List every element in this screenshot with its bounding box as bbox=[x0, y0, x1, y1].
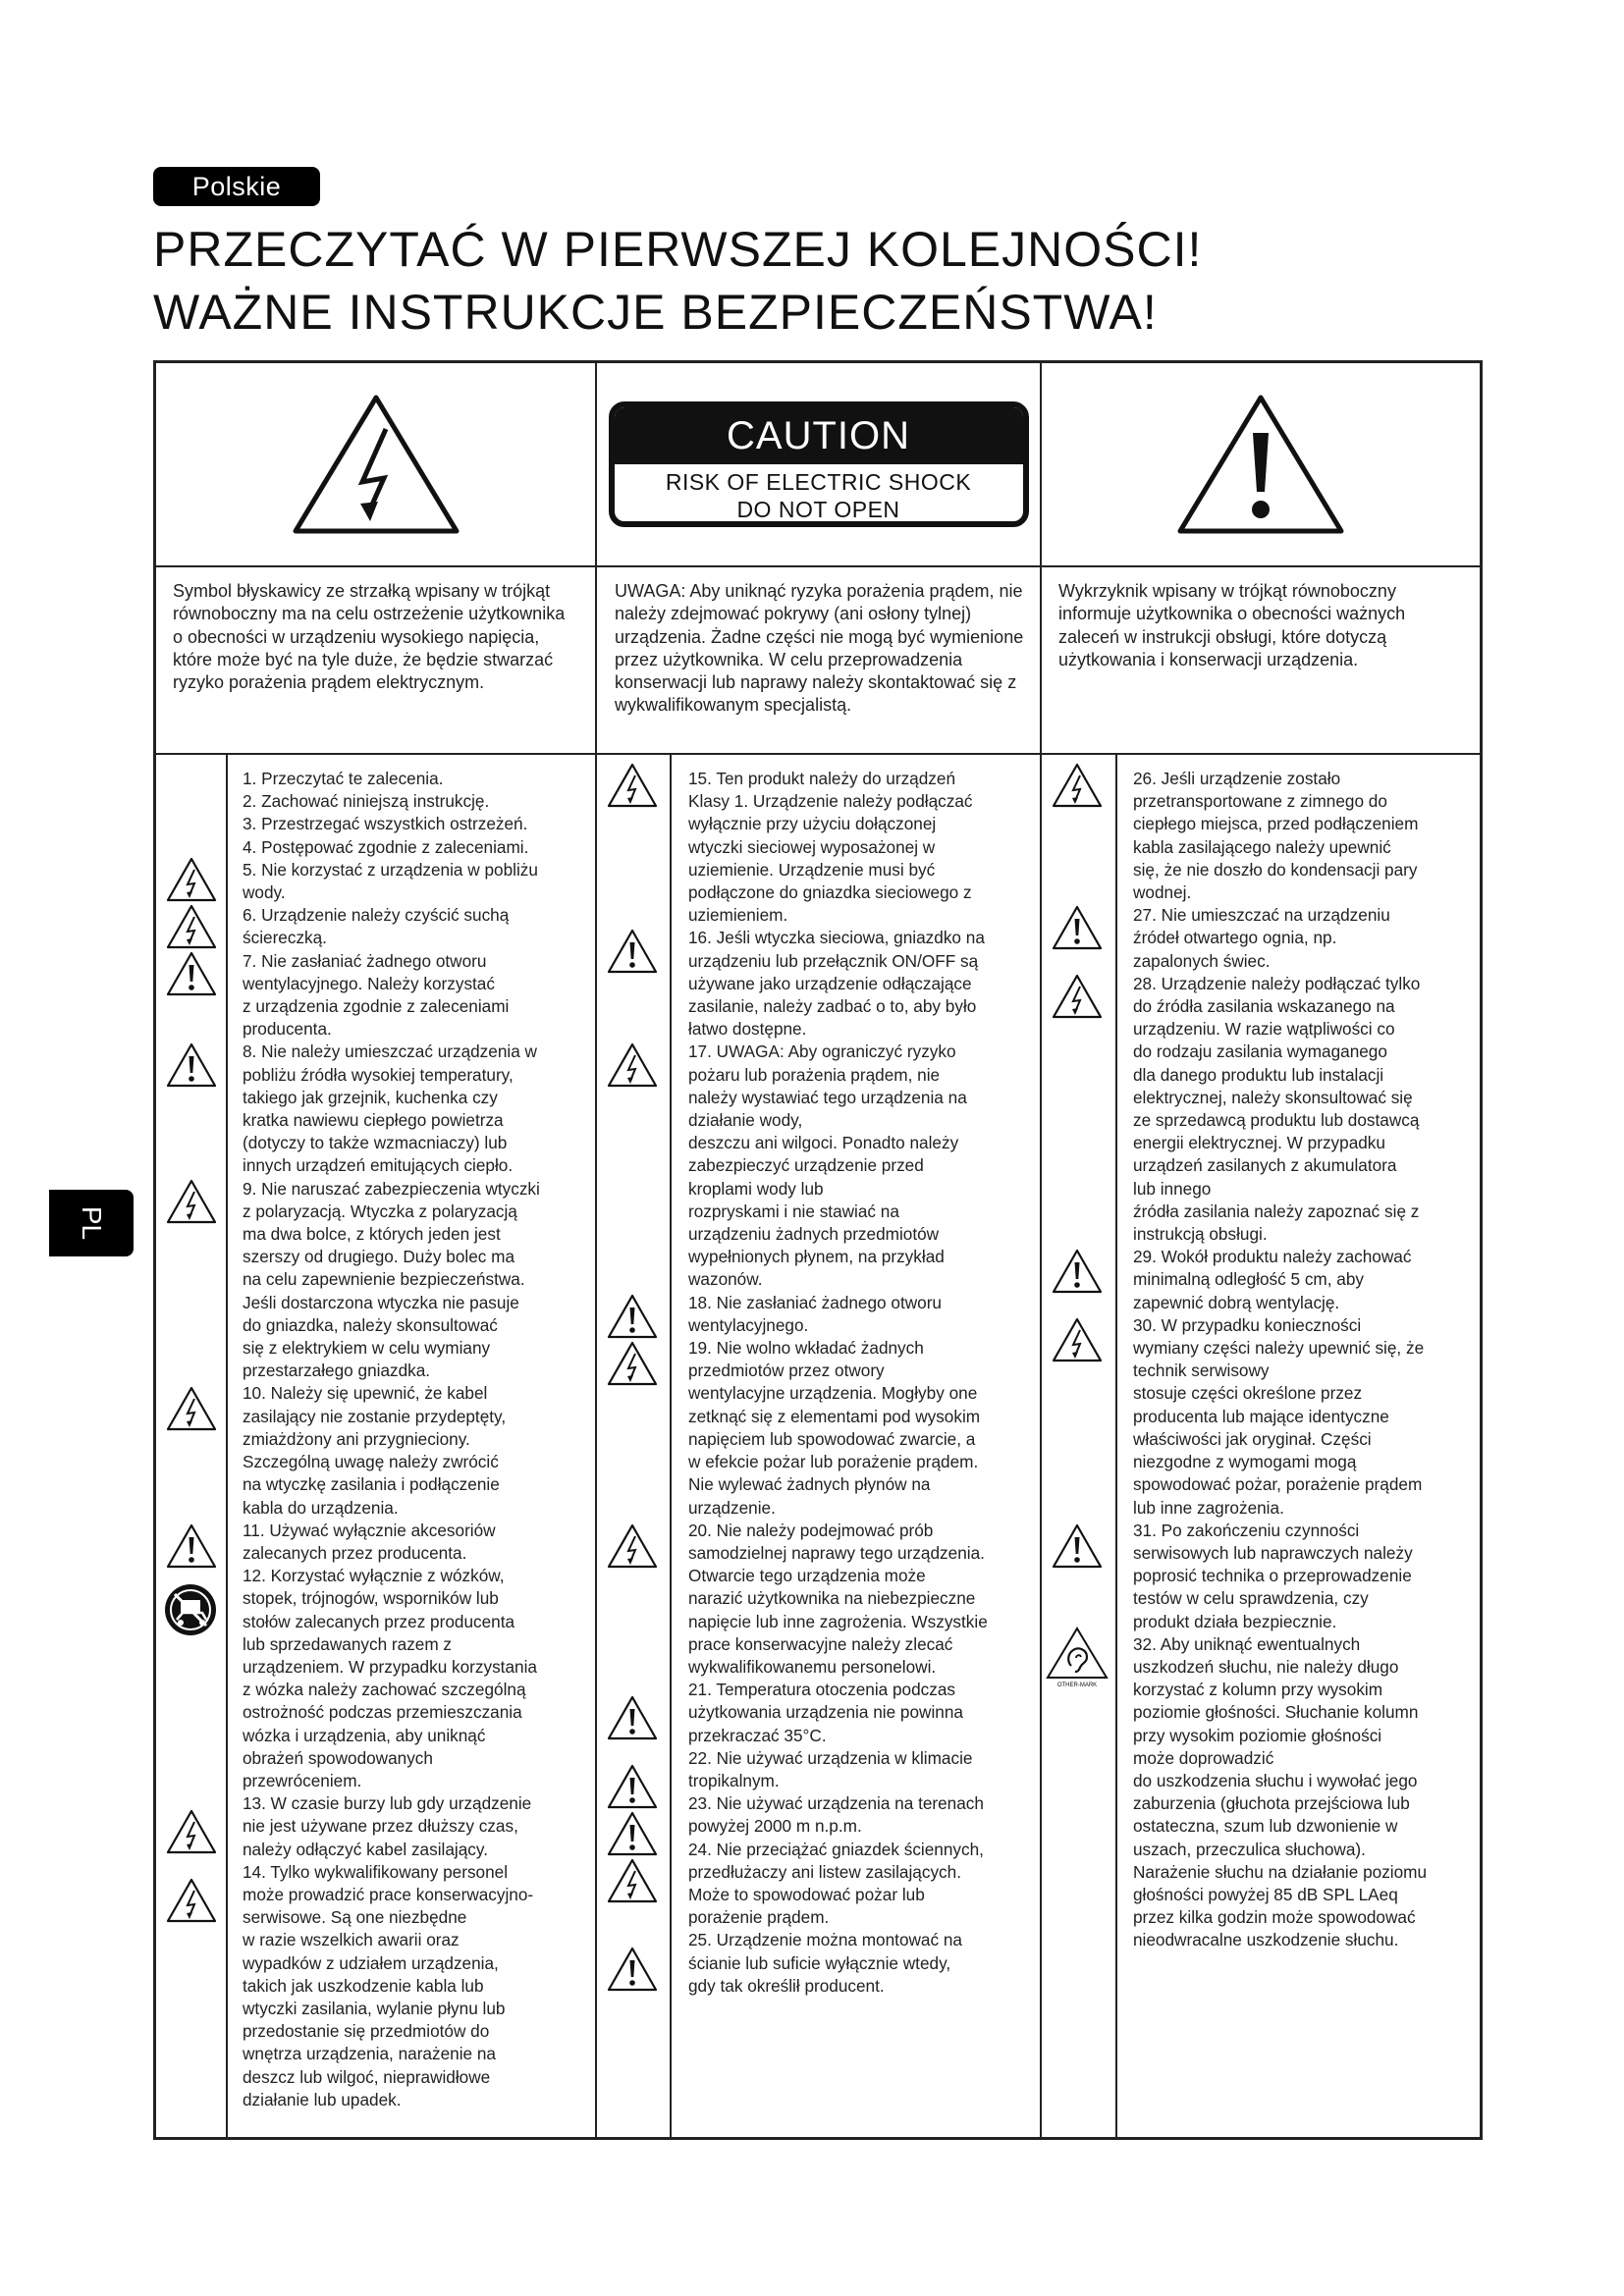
instruction-line: powyżej 2000 m n.p.m. bbox=[688, 1816, 862, 1837]
instruction-line: uziemieniem. bbox=[688, 905, 788, 926]
instruction-line: lub sprzedawanych razem z bbox=[243, 1633, 453, 1654]
exclamation-warning-icon bbox=[607, 1811, 658, 1856]
instruction-line: wózka i urządzenia, aby uniknąć bbox=[243, 1725, 486, 1745]
lightning-warning-icon bbox=[166, 1386, 217, 1431]
instruction-line: do gniazdka, należy skonsultować bbox=[243, 1314, 498, 1335]
instruction-line: szerszy od drugiego. Duży bolec ma bbox=[243, 1247, 515, 1267]
exclamation-warning-icon bbox=[1052, 1523, 1103, 1569]
instruction-line: kabla zasilającego należy upewnić bbox=[1133, 836, 1391, 857]
instruction-line: 6. Urządzenie należy czyścić suchą bbox=[243, 905, 510, 926]
divider bbox=[153, 565, 1483, 567]
instruction-line: serwisowe. Są one niezbędne bbox=[243, 1907, 467, 1928]
instruction-line: 13. W czasie burzy lub gdy urządzenie bbox=[243, 1793, 532, 1814]
instruction-line: na celu zapewnienie bezpieczeństwa. bbox=[243, 1269, 525, 1290]
instruction-line: spowodować pożar, porażenie prądem bbox=[1133, 1474, 1423, 1495]
instruction-line: w efekcie pożar lub porażenie prądem. bbox=[688, 1452, 979, 1472]
instruction-line: obrażeń spowodowanych bbox=[243, 1747, 433, 1768]
lightning-warning-icon bbox=[166, 1179, 217, 1224]
instruction-line: 9. Nie naruszać zabezpieczenia wtyczki bbox=[243, 1178, 540, 1199]
exclamation-warning-icon bbox=[607, 1695, 658, 1740]
instruction-line: (dotyczy to także wzmacniaczy) lub bbox=[243, 1133, 508, 1153]
lightning-warning-icon bbox=[166, 857, 217, 902]
instruction-line: wentylacyjnego. Należy korzystać bbox=[243, 973, 495, 993]
instruction-line: deszcz lub wilgoć, nieprawidłowe bbox=[243, 2066, 491, 2087]
lightning-warning-icon bbox=[607, 1341, 658, 1386]
instruction-line: używane jako urządzenie odłączające bbox=[688, 973, 972, 993]
instruction-line: pobliżu źródła wysokiej temperatury, bbox=[243, 1064, 514, 1085]
instruction-line: może prowadzić prace konserwacyjno- bbox=[243, 1884, 534, 1904]
caution-sign-text bbox=[615, 464, 1023, 523]
instruction-line: 20. Nie należy podejmować prób bbox=[688, 1520, 934, 1540]
instruction-line: takiego jak grzejnik, kuchenka czy bbox=[243, 1087, 498, 1107]
instruction-line: 14. Tylko wykwalifikowany personel bbox=[243, 1861, 509, 1882]
instruction-line: ostateczna, szum lub dzwonienie w bbox=[1133, 1816, 1398, 1837]
instruction-line: 31. Po zakończeniu czynności bbox=[1133, 1520, 1360, 1540]
instruction-line: poziomie głośności. Słuchanie kolumn bbox=[1133, 1702, 1419, 1723]
instruction-line: źródeł otwartego ognia, np. bbox=[1133, 928, 1337, 948]
instruction-line: 16. Jeśli wtyczka sieciowa, gniazdko na bbox=[688, 928, 985, 948]
instruction-line: wypadków z udziałem urządzenia, bbox=[243, 1952, 499, 1973]
instruction-line: 11. Używać wyłącznie akcesoriów bbox=[243, 1520, 496, 1540]
instruction-line: należy wystawiać tego urządzenia na bbox=[688, 1087, 967, 1107]
instruction-line: ciepłego miejsca, przed podłączeniem bbox=[1133, 814, 1419, 834]
instruction-line: na wtyczkę zasilania i podłączenie bbox=[243, 1474, 500, 1495]
lightning-warning-icon bbox=[1052, 763, 1103, 808]
instruction-line: produkt działa bezpiecznie. bbox=[1133, 1611, 1337, 1631]
instruction-line: urządzeniem. W przypadku korzystania bbox=[243, 1656, 537, 1677]
instruction-line: wypełnionych płynem, na przykład bbox=[688, 1247, 945, 1267]
instruction-line: 30. W przypadku konieczności bbox=[1133, 1314, 1362, 1335]
instruction-line: stopek, trójnogów, wsporników lub bbox=[243, 1588, 499, 1609]
side-tab-label: PL bbox=[77, 1205, 107, 1241]
instruction-line: przekraczać 35°C. bbox=[688, 1725, 827, 1745]
instruction-line: 29. Wokół produktu należy zachować bbox=[1133, 1247, 1412, 1267]
instruction-line: instrukcją obsługi. bbox=[1133, 1224, 1268, 1245]
instruction-line: należy odłączyć kabel zasilający. bbox=[243, 1839, 488, 1859]
caution-sign bbox=[609, 401, 1029, 527]
lightning-warning-icon bbox=[607, 1858, 658, 1903]
instruction-line: napięciem lub spowodować zwarcie, a bbox=[688, 1428, 976, 1449]
instruction-line: 4. Postępować zgodnie z zaleceniami. bbox=[243, 836, 529, 857]
language-side-tab bbox=[49, 1190, 134, 1256]
instruction-line: przez kilka godzin może spowodować bbox=[1133, 1907, 1416, 1928]
instruction-line: 23. Nie używać urządzenia na terenach bbox=[688, 1793, 984, 1814]
instruction-line: przedłużaczy ani listew zasilających. bbox=[688, 1861, 961, 1882]
instruction-line: z wózka należy zachować szczególną bbox=[243, 1680, 526, 1700]
instruction-line: 27. Nie umieszczać na urządzeniu bbox=[1133, 905, 1390, 926]
instruction-line: takich jak uszkodzenie kabla lub bbox=[243, 1975, 484, 1996]
instructions-column-2 bbox=[688, 768, 1034, 1998]
instruction-line: 5. Nie korzystać z urządzenia w pobliżu bbox=[243, 859, 538, 880]
hearing-icon-label: OTHER-MARK bbox=[1056, 1682, 1098, 1688]
lightning-warning-icon bbox=[290, 392, 462, 537]
instructions-column-1 bbox=[243, 768, 588, 2111]
instruction-line: 17. UWAGA: Aby ograniczyć ryzyko bbox=[688, 1041, 956, 1062]
instruction-line: ostrożność podczas przemieszczania bbox=[243, 1702, 522, 1723]
lightning-warning-icon bbox=[607, 1042, 658, 1088]
instruction-line: Szczególną uwagę należy zwrócić bbox=[243, 1452, 499, 1472]
lightning-symbol-cell bbox=[156, 363, 595, 565]
cart-warning-icon bbox=[163, 1582, 218, 1637]
instruction-line: 28. Urządzenie należy podłączać tylko bbox=[1133, 973, 1421, 993]
instruction-line: przedostanie się przedmiotów do bbox=[243, 2021, 490, 2042]
instruction-line: 7. Nie zasłaniać żadnego otworu bbox=[243, 950, 487, 971]
instruction-line: deszczu ani wilgoci. Ponadto należy bbox=[688, 1133, 959, 1153]
hearing-damage-icon bbox=[1044, 1625, 1110, 1689]
instruction-line: 22. Nie używać urządzenia w klimacie bbox=[688, 1747, 973, 1768]
instruction-line: rozpryskami i nie stawiać na bbox=[688, 1201, 899, 1221]
instruction-line: do źródła zasilania wskazanego na bbox=[1133, 996, 1395, 1017]
instruction-line: uziemienie. Urządzenie musi być bbox=[688, 859, 936, 880]
exclamation-warning-icon bbox=[1052, 905, 1103, 950]
exclamation-warning-icon bbox=[166, 1523, 217, 1569]
instruction-line: przedmiotów przez otwory bbox=[688, 1361, 885, 1381]
instruction-line: wodnej. bbox=[1133, 882, 1192, 903]
instruction-line: nieodwracalne uszkodzenie słuchu. bbox=[1133, 1930, 1399, 1950]
lightning-description: Symbol błyskawicy ze strzałką wpisany w trójkąt równoboczny ma na celu ostrzeżenie użytkownika o obecności w urządzeniu wysokiego napięcia, które może być na tyle duże, że będzie stwarzać ryzyko porażenia prądem elektrycznym. bbox=[173, 581, 566, 693]
instruction-line: energii elektrycznej. W przypadku bbox=[1133, 1133, 1385, 1153]
instruction-line: 19. Nie wolno wkładać żadnych bbox=[688, 1338, 924, 1359]
instruction-line: kroplami wody lub bbox=[688, 1178, 824, 1199]
instruction-line: korzystać z kolumn przy wysokim bbox=[1133, 1680, 1383, 1700]
instruction-line: wnętrza urządzenia, narażenie na bbox=[243, 2044, 496, 2064]
caution-heading: CAUTION bbox=[615, 407, 1023, 464]
instruction-line: przetransportowane z zimnego do bbox=[1133, 791, 1387, 812]
instruction-line: Narażenie słuchu na działanie poziomu bbox=[1133, 1861, 1428, 1882]
instruction-line: zalecanych przez producenta. bbox=[243, 1542, 467, 1563]
instruction-line: wyłącznie przy użyciu dołączonej bbox=[688, 814, 937, 834]
instruction-line: z urządzenia zgodnie z zaleceniami bbox=[243, 996, 510, 1017]
instruction-line: producenta. bbox=[243, 1019, 332, 1040]
instruction-line: Nie wylewać żadnych płynów na bbox=[688, 1474, 931, 1495]
instruction-line: ze sprzedawcą produktu lub dostawcą bbox=[1133, 1110, 1420, 1131]
instruction-line: podłączone do gniazdka sieciowego z bbox=[688, 882, 972, 903]
instruction-line: działanie wody, bbox=[688, 1110, 803, 1131]
instruction-line: wymiany części należy upewnić się, że bbox=[1133, 1338, 1425, 1359]
instruction-line: przewróceniem. bbox=[243, 1770, 362, 1790]
instruction-line: ma dwa bolce, z których jeden jest bbox=[243, 1224, 501, 1245]
instruction-line: prace konserwacyjne należy zlecać bbox=[688, 1633, 953, 1654]
divider bbox=[226, 753, 228, 2140]
instruction-line: zasilanie, należy zadbać o to, aby było bbox=[688, 996, 977, 1017]
exclamation-warning-icon bbox=[1052, 1249, 1103, 1294]
title-line-1: PRZECZYTAĆ W PIERWSZEJ KOLEJNOŚCI! bbox=[153, 222, 1203, 277]
instruction-line: Jeśli dostarczona wtyczka nie pasuje bbox=[243, 1292, 519, 1312]
instruction-line: elektrycznej, należy skonsultować się bbox=[1133, 1087, 1413, 1107]
instruction-line: wentylacyjnego. bbox=[688, 1314, 809, 1335]
caution-description: UWAGA: Aby uniknąć ryzyka porażenia prądem, nie należy zdejmować pokrywy (ani osłony tylnej) urządzenia. Żadne części nie mogą być wymienione przez użytkownika. W celu przeprowadzenia konserwacji lub naprawy należy skontaktować się z wykwalifikowanym specjalistą. bbox=[615, 581, 1024, 716]
instruction-line: producenta lub mające identyczne bbox=[1133, 1406, 1389, 1426]
instruction-line: uszkodzeń słuchu, nie należy długo bbox=[1133, 1656, 1399, 1677]
instruction-line: dla danego produktu lub instalacji bbox=[1133, 1064, 1384, 1085]
instruction-line: zasilający nie zostanie przydeptęty, bbox=[243, 1406, 507, 1426]
instruction-line: się, że nie doszło do kondensacji pary bbox=[1133, 859, 1418, 880]
caution-line-2: DO NOT OPEN bbox=[736, 497, 900, 522]
instruction-line: niezgodne z wymogami mogą bbox=[1133, 1452, 1357, 1472]
instruction-line: się z elektrykiem w celu wymiany bbox=[243, 1338, 491, 1359]
instruction-line: do rodzaju zasilania wymaganego bbox=[1133, 1041, 1387, 1062]
instruction-line: wazonów. bbox=[688, 1269, 763, 1290]
instruction-line: stołów zalecanych przez producenta bbox=[243, 1611, 515, 1631]
exclamation-warning-icon bbox=[166, 951, 217, 996]
instruction-line: 3. Przestrzegać wszystkich ostrzeżeń. bbox=[243, 814, 528, 834]
instruction-line: wentylacyjne urządzenia. Mogłyby one bbox=[688, 1383, 978, 1404]
instruction-line: gdy tak określił producent. bbox=[688, 1975, 885, 1996]
lightning-warning-icon bbox=[166, 1878, 217, 1923]
instruction-line: poprosić technika o przeprowadzenie bbox=[1133, 1566, 1412, 1586]
instruction-line: do uszkodzenia słuchu i wywołać jego bbox=[1133, 1770, 1418, 1790]
lightning-warning-icon bbox=[607, 763, 658, 808]
instruction-line: wody. bbox=[243, 882, 286, 903]
divider bbox=[1040, 753, 1042, 2140]
instruction-line: urządzenie. bbox=[688, 1497, 776, 1518]
caution-line-1: RISK OF ELECTRIC SHOCK bbox=[665, 469, 972, 495]
exclamation-warning-icon bbox=[607, 1294, 658, 1339]
instruction-line: lub innego bbox=[1133, 1178, 1212, 1199]
instruction-line: testów w celu sprawdzenia, czy bbox=[1133, 1588, 1369, 1609]
instruction-line: innych urządzeń emitujących ciepło. bbox=[243, 1155, 514, 1176]
lightning-warning-icon bbox=[607, 1523, 658, 1569]
exclamation-warning-icon bbox=[607, 1947, 658, 1992]
instruction-line: 10. Należy się upewnić, że kabel bbox=[243, 1383, 488, 1404]
instruction-line: z polaryzacją. Wtyczka z polaryzacją bbox=[243, 1201, 517, 1221]
lightning-warning-icon bbox=[1052, 1317, 1103, 1362]
instruction-line: łatwo dostępne. bbox=[688, 1019, 807, 1040]
exclamation-warning-icon bbox=[166, 1042, 217, 1088]
instruction-line: 8. Nie należy umieszczać urządzenia w bbox=[243, 1041, 537, 1062]
instruction-line: narazić użytkownika na niebezpieczne bbox=[688, 1588, 976, 1609]
instruction-line: stosuje części określone przez bbox=[1133, 1383, 1363, 1404]
instruction-line: działanie lub upadek. bbox=[243, 2089, 402, 2109]
instruction-line: samodzielnej naprawy tego urządzenia. bbox=[688, 1542, 985, 1563]
divider bbox=[595, 753, 597, 2140]
instruction-line: Otwarcie tego urządzenia może bbox=[688, 1566, 926, 1586]
instruction-line: 1. Przeczytać te zalecenia. bbox=[243, 769, 444, 788]
instruction-line: kabla do urządzenia. bbox=[243, 1497, 399, 1518]
instruction-line: serwisowych lub naprawczych należy bbox=[1133, 1542, 1413, 1563]
instruction-line: może doprowadzić bbox=[1133, 1747, 1274, 1768]
instruction-line: urządzeń zasilanych z akumulatora bbox=[1133, 1155, 1397, 1176]
lightning-warning-icon bbox=[1052, 974, 1103, 1019]
instruction-line: właściwości jak oryginał. Części bbox=[1133, 1428, 1372, 1449]
instruction-line: 26. Jeśli urządzenie zostało bbox=[1133, 769, 1341, 788]
instruction-line: użytkowania urządzenia nie powinna bbox=[688, 1702, 963, 1723]
caution-sign-cell bbox=[597, 363, 1040, 565]
exclamation-symbol-cell bbox=[1042, 363, 1480, 565]
instruction-line: 24. Nie przeciążać gniazdek ściennych, bbox=[688, 1839, 984, 1859]
instruction-line: urządzeniu lub przełącznik ON/OFF są bbox=[688, 950, 979, 971]
instruction-line: 21. Temperatura otoczenia podczas bbox=[688, 1680, 955, 1700]
instruction-line: 2. Zachować niniejszą instrukcję. bbox=[243, 791, 490, 812]
instruction-line: zaburzenia (głuchota przejściowa lub bbox=[1133, 1793, 1410, 1814]
exclamation-warning-icon bbox=[1174, 392, 1347, 537]
instruction-line: zetknąć się z elementami pod wysokim bbox=[688, 1406, 981, 1426]
instruction-line: Klasy 1. Urządzenie należy podłączać bbox=[688, 791, 973, 812]
instruction-line: 25. Urządzenie można montować na bbox=[688, 1930, 962, 1950]
language-badge: Polskie bbox=[153, 167, 320, 206]
instruction-line: 18. Nie zasłaniać żadnego otworu bbox=[688, 1292, 942, 1312]
instructions-column-3 bbox=[1133, 768, 1479, 1952]
instruction-line: w razie wszelkich awarii oraz bbox=[243, 1930, 460, 1950]
instruction-line: zapalonych świec. bbox=[1133, 950, 1271, 971]
instruction-line: pożaru lub porażenia prądem, nie bbox=[688, 1064, 941, 1085]
instruction-line: przy wysokim poziomie głośności bbox=[1133, 1725, 1382, 1745]
instruction-line: lub inne zagrożenia. bbox=[1133, 1497, 1284, 1518]
instruction-line: przestarzałego gniazdka. bbox=[243, 1361, 431, 1381]
instruction-line: zmiażdżony ani przygnieciony. bbox=[243, 1428, 470, 1449]
instruction-line: 12. Korzystać wyłącznie z wózków, bbox=[243, 1566, 505, 1586]
instruction-line: głośności powyżej 85 dB SPL LAeq bbox=[1133, 1884, 1398, 1904]
instruction-line: napięcie lub inne zagrożenia. Wszystkie bbox=[688, 1611, 988, 1631]
instruction-line: technik serwisowy bbox=[1133, 1361, 1270, 1381]
exclamation-description: Wykrzyknik wpisany w trójkąt równoboczny informuje użytkownika o obecności ważnych zaleceń w instrukcji obsługi, które dotyczą użytkowania i konserwacji urządzenia. bbox=[1058, 581, 1406, 669]
divider bbox=[670, 753, 672, 2140]
instruction-line: źródła zasilania należy zapoznać się z bbox=[1133, 1201, 1420, 1221]
exclamation-warning-icon bbox=[607, 929, 658, 974]
title-line-2: WAŻNE INSTRUKCJE BEZPIECZEŃSTWA! bbox=[153, 285, 1158, 340]
instruction-line: nie jest używane przez dłuższy czas, bbox=[243, 1816, 518, 1837]
instruction-line: kratka nawiewu ciepłego powietrza bbox=[243, 1110, 504, 1131]
instruction-line: wykwalifikowanemu personelowi. bbox=[688, 1656, 937, 1677]
instruction-line: uszach, przeczulica słuchowa). bbox=[1133, 1839, 1366, 1859]
instruction-line: wtyczki zasilania, wylanie płynu lub bbox=[243, 1998, 506, 2018]
page-title bbox=[153, 218, 1202, 344]
instruction-line: zabezpieczyć urządzenie przed bbox=[688, 1155, 924, 1176]
lightning-warning-icon bbox=[166, 904, 217, 949]
exclamation-warning-icon bbox=[607, 1764, 658, 1809]
instruction-line: ścianie lub suficie wyłącznie wtedy, bbox=[688, 1952, 951, 1973]
instruction-line: tropikalnym. bbox=[688, 1770, 780, 1790]
instruction-line: 15. Ten produkt należy do urządzeń bbox=[688, 769, 956, 788]
instruction-line: ściereczką. bbox=[243, 928, 327, 948]
instruction-line: urządzeniu żadnych przedmiotów bbox=[688, 1224, 940, 1245]
divider bbox=[153, 753, 1483, 755]
instruction-line: Może to spowodować pożar lub bbox=[688, 1884, 925, 1904]
instruction-line: minimalną odległość 5 cm, aby bbox=[1133, 1269, 1365, 1290]
instruction-line: urządzeniu. W razie wątpliwości co bbox=[1133, 1019, 1395, 1040]
lightning-warning-icon bbox=[166, 1809, 217, 1854]
divider bbox=[1115, 753, 1117, 2140]
instruction-line: porażenie prądem. bbox=[688, 1907, 830, 1928]
instruction-line: wtyczki sieciowej wyposażonej w bbox=[688, 836, 936, 857]
instruction-line: 32. Aby uniknąć ewentualnych bbox=[1133, 1633, 1361, 1654]
instruction-line: zapewnić dobrą wentylację. bbox=[1133, 1292, 1340, 1312]
